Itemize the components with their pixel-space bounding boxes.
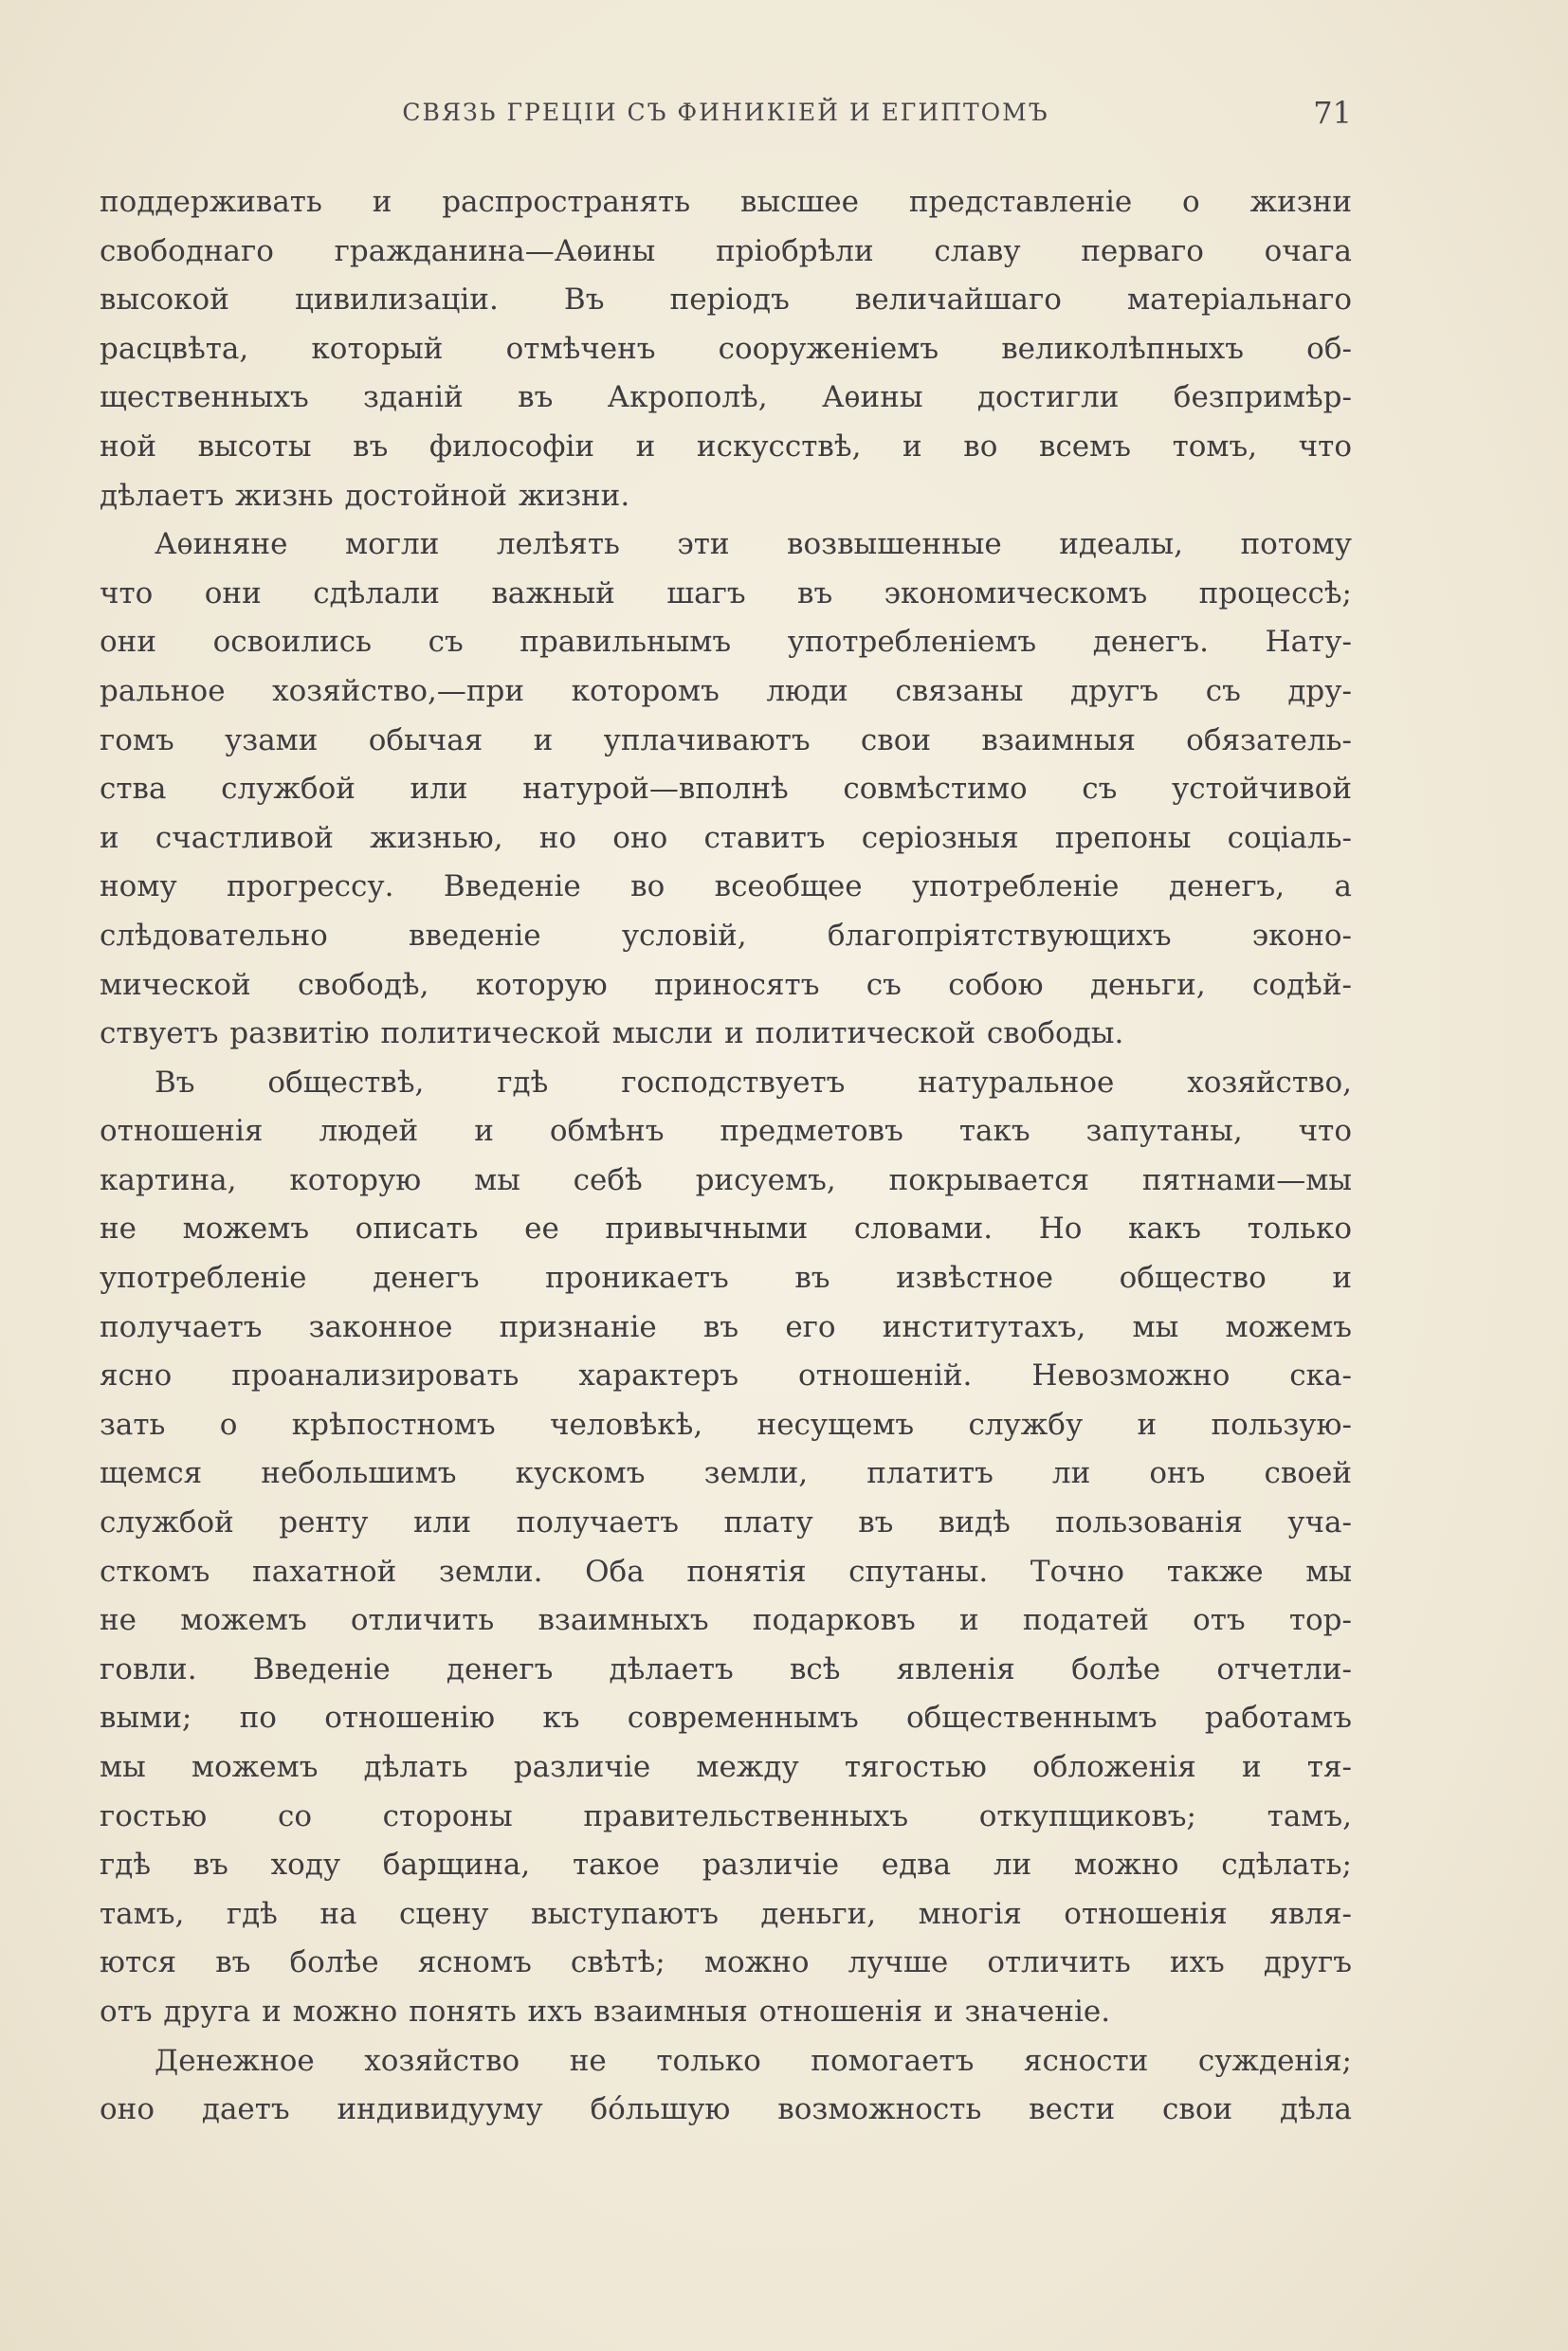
page-number: 71	[1313, 95, 1352, 131]
text-line: говли. Введеніе денегъ дѣлаетъ всѣ явленія болѣе отчетли-	[100, 1651, 1352, 1686]
paragraph-2	[100, 520, 1352, 1059]
text-line: зать о крѣпостномъ человѣкѣ, несущемъ службу и пользую-	[100, 1407, 1352, 1442]
text-line: расцвѣта, который отмѣченъ сооруженіемъ великолѣпныхъ об-	[100, 331, 1352, 366]
text-line: щественныхъ зданій въ Акрополѣ, Аѳины достигли безпримѣр-	[100, 380, 1352, 415]
text-line: и счастливой жизнью, но оно ставитъ серіозныя препоны соціаль-	[100, 820, 1352, 855]
text-line: Денежное хозяйство не только помогаетъ ясности сужденія;	[155, 2043, 1352, 2078]
text-line: оно даетъ индивидууму бо́льшую возможность вести свои дѣла	[100, 2092, 1352, 2127]
text-line: гостью со стороны правительственныхъ откупщиковъ; тамъ,	[100, 1798, 1352, 1833]
text-line: отношенія людей и обмѣнъ предметовъ такъ запутаны, что	[100, 1114, 1352, 1149]
text-line: ному прогрессу. Введеніе во всеобщее употребленіе денегъ, а	[100, 869, 1352, 904]
text-line: отъ друга и можно понять ихъ взаимныя отношенія и значеніе.	[100, 1994, 1111, 2029]
text-line: употребленіе денегъ проникаетъ въ извѣстное общество и	[100, 1261, 1352, 1296]
text-line: щемся небольшимъ кускомъ земли, платитъ ли онъ своей	[100, 1456, 1352, 1491]
text-line: Аѳиняне могли лелѣять эти возвышенные идеалы, потому	[155, 527, 1352, 562]
text-line: что они сдѣлали важный шагъ въ экономическомъ процессѣ;	[100, 575, 1352, 611]
text-line: ной высоты въ философіи и искусствѣ, и во всемъ томъ, что	[100, 428, 1352, 464]
text-line: службой ренту или получаетъ плату въ видѣ пользованія уча-	[100, 1505, 1352, 1540]
text-line: получаетъ законное признаніе въ его институтахъ, мы можемъ	[100, 1309, 1352, 1344]
paragraph-4	[100, 2037, 1352, 2135]
text-line: выми; по отношенію къ современнымъ общественнымъ работамъ	[100, 1701, 1352, 1736]
text-line: Въ обществѣ, гдѣ господствуетъ натуральное хозяйство,	[155, 1065, 1352, 1100]
text-line: тамъ, гдѣ на сцену выступаютъ деньги, многія отношенія явля-	[100, 1896, 1352, 1931]
text-line: поддерживать и распространять высшее представленіе о жизни	[100, 185, 1352, 219]
text-line: картина, которую мы себѣ рисуемъ, покрывается пятнами—мы	[100, 1162, 1352, 1197]
text-line: гдѣ въ ходу барщина, такое различіе едва ли можно сдѣлать;	[100, 1848, 1352, 1883]
running-head: СВЯЗЬ ГРЕЦІИ СЪ ФИНИКІЕЙ И ЕГИПТОМЪ	[402, 99, 1049, 126]
text-line: дѣлаетъ жизнь достойной жизни.	[100, 478, 630, 513]
body-text	[100, 178, 1352, 2135]
text-line: ства службой или натурой—вполнѣ совмѣстимо съ устойчивой	[100, 772, 1352, 807]
text-line: они освоились съ правильнымъ употребленіемъ денегъ. Нату-	[100, 625, 1352, 660]
text-line: сткомъ пахатной земли. Оба понятія спутаны. Точно также мы	[100, 1554, 1352, 1589]
text-line: мы можемъ дѣлать различіе между тягостью обложенія и тя-	[100, 1750, 1352, 1784]
paragraph-3	[100, 1059, 1352, 2037]
text-line: не можемъ отличить взаимныхъ подарковъ и податей отъ тор-	[100, 1603, 1352, 1638]
text-line: ральное хозяйство,—при которомъ люди связаны другъ съ дру-	[100, 673, 1352, 708]
text-line: ствуетъ развитію политической мысли и политической свободы.	[100, 1016, 1124, 1051]
paragraph-1	[100, 178, 1352, 520]
text-line: высокой цивилизаціи. Въ періодъ величайшаго матеріальнаго	[100, 282, 1352, 318]
text-line: свободнаго гражданина—Аѳины пріобрѣли славу перваго очага	[100, 233, 1352, 268]
text-line: слѣдовательно введеніе условій, благопріятствующихъ эконо-	[100, 918, 1352, 953]
text-line: ются въ болѣе ясномъ свѣтѣ; можно лучше отличить ихъ другъ	[100, 1945, 1352, 1980]
text-line: не можемъ описать ее привычными словами. Но какъ только	[100, 1212, 1352, 1247]
text-line: гомъ узами обычая и уплачиваютъ свои взаимныя обязатель-	[100, 722, 1352, 757]
page-header	[100, 95, 1352, 146]
text-line: мической свободѣ, которую приносятъ съ собою деньги, содѣй-	[100, 967, 1352, 1002]
text-line: ясно проанализировать характеръ отношеній. Невозможно ска-	[100, 1358, 1352, 1394]
